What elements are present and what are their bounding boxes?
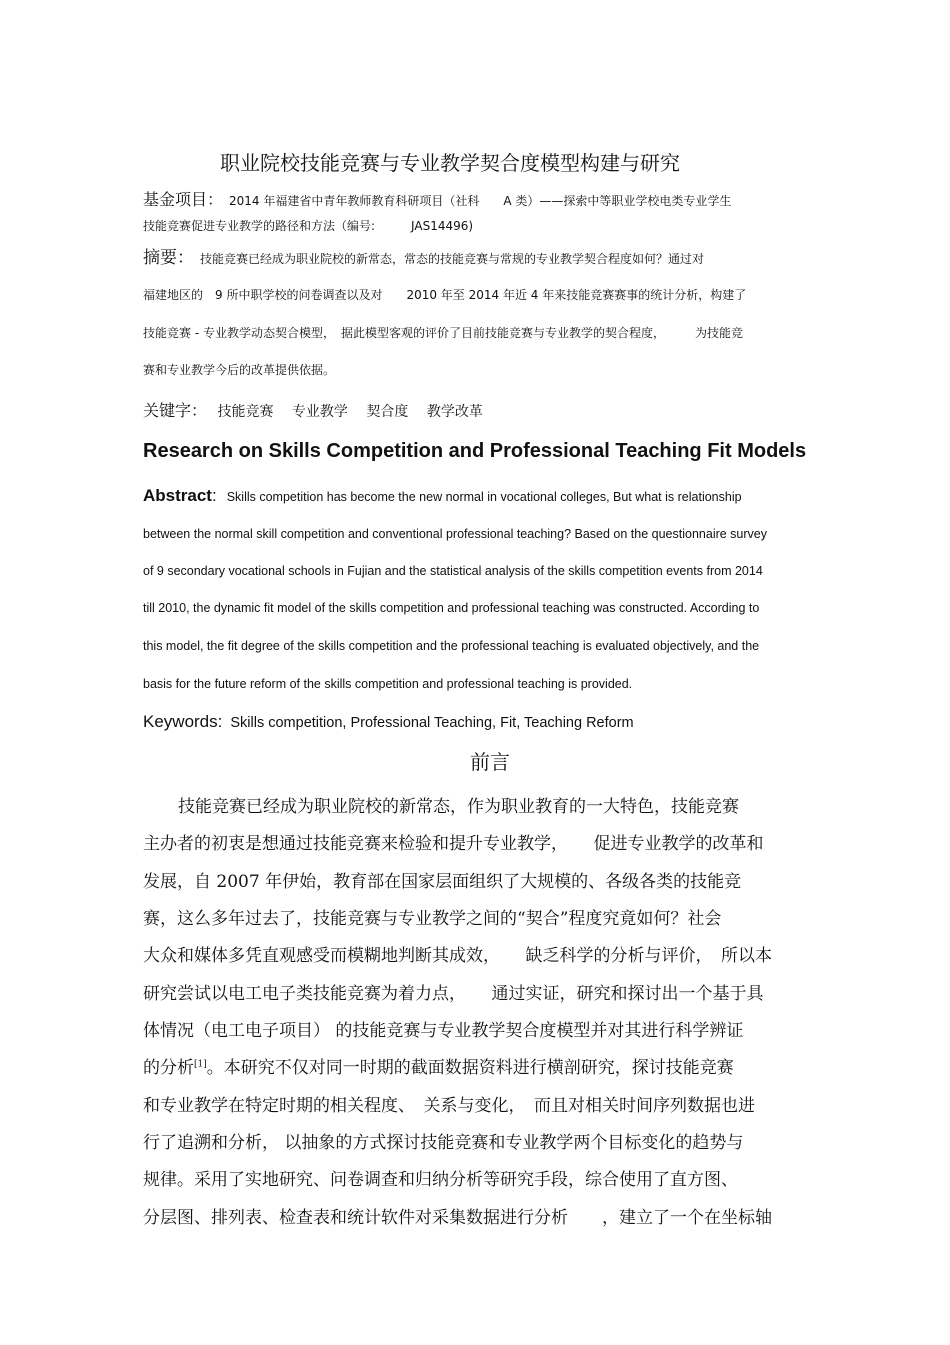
keywords-cn-label: 关键字： [143,401,208,420]
citation-ref: [1] [194,1059,207,1070]
abstract-en-line-5: this model, the fit degree of the skills competition and the professional teaching is evaluated objectively, and the [143,639,760,653]
paper-title-cn: 职业院校技能竞赛与专业教学契合度模型构建与研究 [220,151,680,175]
preface-line: 技能竞赛已经成为职业院校的新常态，作为职业教育的一大特色，技能竞赛 [178,797,739,817]
abstract-en-label: Abstract [143,486,212,505]
abstract-cn-line-2: 福建地区的 9 所中职学校的问卷调查以及对 2010 年至 2014 年近 4 年来技能竞赛赛事的统计分析，构建了 [143,288,747,302]
abstract-cn-label: 摘要： [143,248,194,268]
preface-line-rest: 。本研究不仅对同一时期的截面数据资料进行横剖研究，探讨技能竞赛 [206,1058,734,1078]
preface-line: 主办者的初衷是想通过技能竞赛来检验和提升专业教学， 促进专业教学的改革和 [143,834,764,854]
paper-title-en: Research on Skills Competition and Professional Teaching Fit Models [143,440,807,462]
keywords-en-label: Keywords: [143,712,223,731]
fund-label: 基金项目： [143,190,224,209]
abstract-en-line-1 [143,486,742,506]
keyword-cn-item: 专业教学 [291,404,348,420]
fund-text-1: 2014 年福建省中青年教师教育科研项目（社科 A 类）——探索中等职业学校电类专业学生 [229,194,732,208]
keyword-cn-item: 契合度 [366,404,409,420]
keywords-en [143,712,634,732]
preface-line: 研究尝试以电工电子类技能竞赛为着力点， 通过实证，研究和探讨出一个基于具 [143,984,764,1004]
keyword-cn-item: 教学改革 [426,404,483,420]
preface-line: 发展，自 2007 年伊始，教育部在国家层面组织了大规模的、各级各类的技能竞 [143,872,742,892]
fund-line-1 [143,192,731,209]
fund-line-2: 技能竞赛促进专业教学的路径和方法（编号: JAS14496) [143,219,474,233]
keyword-cn-item: 技能竞赛 [217,404,274,420]
keywords-en-text: Skills competition, Professional Teaching, Fit, Teaching Reform [230,715,634,731]
abstract-en-line-3: of 9 secondary vocational schools in Fujian and the statistical analysis of the skills competition events from 2014 [143,564,763,578]
abstract-en-line-4: till 2010, the dynamic fit model of the skills competition and professional teaching was constructed. According to [143,601,760,615]
preface-line-prefix: 的分析 [143,1058,194,1078]
preface-line: 体情况（电工电子项目） 的技能竞赛与专业教学契合度模型并对其进行科学辨证 [143,1021,744,1041]
preface-line: 大众和媒体多凭直观感受而模糊地判断其成效， 缺乏科学的分析与评价， 所以本 [143,946,772,966]
abstract-en-colon: : [211,486,217,505]
preface-title: 前言 [470,750,510,774]
abstract-cn-text-1: 技能竞赛已经成为职业院校的新常态，常态的技能竞赛与常规的专业教学契合程度如何？通过对 [200,252,705,266]
abstract-en-text-1: Skills competition has become the new normal in vocational colleges, But what is relationship [226,490,742,504]
preface-line: 分层图、排列表、检查表和统计软件对采集数据进行分析 ，建立了一个在坐标轴 [143,1208,772,1228]
abstract-cn-line-3: 技能竞赛 - 专业教学动态契合模型， 据此模型客观的评价了目前技能竞赛与专业教学的契合程度， 为技能竞 [143,326,743,340]
preface-line: 规律。采用了实地研究、问卷调查和归纳分析等研究手段，综合使用了直方图、 [143,1170,738,1190]
preface-line [143,1053,734,1078]
preface-line: 赛，这么多年过去了，技能竞赛与专业教学之间的“契合”程度究竟如何？社会 [143,909,722,929]
keywords-cn [143,398,483,421]
abstract-cn-line-1 [143,250,704,267]
abstract-en-line-2: between the normal skill competition and conventional professional teaching? Based on the questionnaire survey [143,527,767,541]
abstract-en-line-6: basis for the future reform of the skills competition and professional teaching is provided. [143,677,633,691]
abstract-cn-line-4: 赛和专业教学今后的改革提供依据。 [143,363,336,377]
preface-line: 行了追溯和分析， 以抽象的方式探讨技能竞赛和专业教学两个目标变化的趋势与 [143,1133,744,1153]
preface-line: 和专业教学在特定时期的相关程度、 关系与变化， 而且对相关时间序列数据也进 [143,1096,755,1116]
